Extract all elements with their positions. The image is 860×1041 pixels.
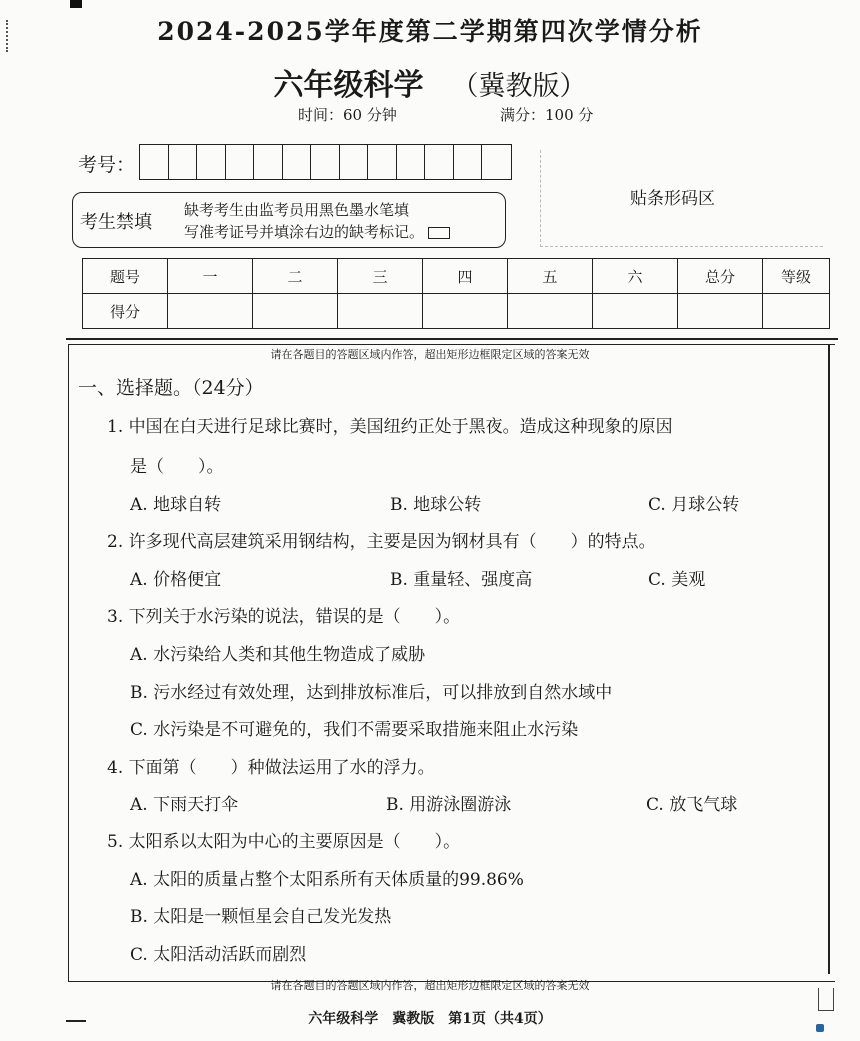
- exam-id-digit-box[interactable]: [368, 145, 397, 179]
- score-cell[interactable]: [168, 294, 253, 329]
- edition-label: （冀教版）: [451, 71, 587, 102]
- page-footer: 六年级科学 冀教版 第1页（共4页）: [308, 1011, 552, 1027]
- absent-note-line2-text: 写准考证号并填涂右边的缺考标记。: [184, 223, 425, 241]
- score-table-header: 总分: [678, 259, 763, 294]
- score-cell[interactable]: [593, 294, 678, 329]
- score-table-header: 等级: [763, 259, 830, 294]
- option: A. 下雨天打伞: [130, 795, 239, 815]
- option: C. 月球公转: [648, 495, 740, 515]
- option: B. 重量轻、强度高: [390, 570, 533, 590]
- score-cell[interactable]: [508, 294, 593, 329]
- absent-note-line1: 缺考考生由监考员用黑色墨水笔填: [184, 201, 410, 219]
- question-stem: 5. 太阳系以太阳为中心的主要原因是（ ）。: [107, 832, 461, 852]
- exam-id-digit-box[interactable]: [340, 145, 369, 179]
- question-stem: 3. 下列关于水污染的说法，错误的是（ ）。: [107, 607, 461, 627]
- score-cell[interactable]: [678, 294, 763, 329]
- exam-id-digit-box[interactable]: [283, 145, 312, 179]
- option: A. 地球自转: [130, 495, 222, 515]
- score-cell[interactable]: [423, 294, 508, 329]
- absent-label: 考生禁填: [80, 212, 152, 233]
- absent-note-line2: [184, 221, 450, 243]
- exam-id-digit-box[interactable]: [425, 145, 454, 179]
- answer-notice-top: 请在各题目的答题区域内作答，超出矩形边框限定区域的答案无效: [270, 348, 590, 361]
- answer-notice-bottom: 请在各题目的答题区域内作答，超出矩形边框限定区域的答案无效: [270, 979, 590, 992]
- exam-id-digit-box[interactable]: [197, 145, 226, 179]
- exam-id-digit-box[interactable]: [454, 145, 483, 179]
- answer-area-top-rule: [66, 338, 838, 340]
- score-table-score-row: [83, 294, 830, 329]
- option: C. 水污染是不可避免的，我们不需要采取措施来阻止水污染: [130, 720, 579, 740]
- subject-name: 六年级科学: [273, 68, 424, 103]
- option: A. 太阳的质量占整个太阳系所有天体质量的99.86%: [130, 870, 524, 890]
- absent-checkbox[interactable]: [428, 227, 450, 239]
- full-score: 满分：100 分: [500, 106, 594, 124]
- question-stem: 1. 中国在白天进行足球比赛时，美国纽约正处于黑夜。造成这种现象的原因: [107, 417, 673, 437]
- exam-id-digit-box[interactable]: [397, 145, 426, 179]
- option: C. 美观: [648, 570, 706, 590]
- score-table-header: 五: [508, 259, 593, 294]
- question-stem: 2. 许多现代高层建筑采用钢结构，主要是因为钢材具有（ ）的特点。: [107, 532, 656, 552]
- score-table-header: 四: [423, 259, 508, 294]
- barcode-label: 贴条形码区: [630, 189, 715, 209]
- question-stem-continued: 是（ ）。: [130, 457, 224, 477]
- option: A. 水污染给人类和其他生物造成了威胁: [130, 645, 426, 665]
- exam-id-boxes[interactable]: [139, 144, 512, 180]
- score-table-header: 一: [168, 259, 253, 294]
- score-table-header: 六: [593, 259, 678, 294]
- exam-title: 2024-2025学年度第二学期第四次学情分析: [157, 17, 703, 46]
- score-cell[interactable]: [763, 294, 830, 329]
- exam-id-digit-box[interactable]: [226, 145, 255, 179]
- question-stem: 4. 下面第（ ）种做法运用了水的浮力。: [107, 758, 435, 778]
- exam-id-digit-box[interactable]: [169, 145, 198, 179]
- exam-id-digit-box[interactable]: [311, 145, 340, 179]
- corner-mark: [818, 988, 834, 1011]
- answer-area-right-rule: [828, 344, 830, 974]
- section-title: 一、选择题。（24分）: [78, 377, 264, 399]
- option: B. 污水经过有效处理，达到排放标准后，可以排放到自然水域中: [130, 683, 613, 703]
- exam-id-digit-box[interactable]: [140, 145, 169, 179]
- option: A. 价格便宜: [130, 570, 222, 590]
- exam-id-label: 考号：: [78, 154, 136, 176]
- score-cell[interactable]: [338, 294, 423, 329]
- option: B. 地球公转: [390, 495, 482, 515]
- absent-note: [184, 199, 450, 243]
- score-table-header-row: [83, 259, 830, 294]
- option: C. 放飞气球: [646, 795, 738, 815]
- exam-id-digit-box[interactable]: [254, 145, 283, 179]
- corner-registration-mark: [70, 0, 82, 8]
- exam-subject: [0, 60, 860, 104]
- watermark-logo-icon: [816, 1024, 824, 1032]
- score-table-header: 二: [253, 259, 338, 294]
- option: B. 用游泳圈游泳: [386, 795, 512, 815]
- score-table: [82, 258, 830, 329]
- time-limit: 时间：60 分钟: [298, 106, 397, 124]
- option: C. 太阳活动活跃而剧烈: [130, 945, 307, 965]
- score-row-label: 得分: [83, 294, 168, 329]
- score-table-header: 三: [338, 259, 423, 294]
- score-cell[interactable]: [253, 294, 338, 329]
- exam-id-digit-box[interactable]: [482, 145, 511, 179]
- score-table-header: 题号: [83, 259, 168, 294]
- option: B. 太阳是一颗恒星会自己发光发热: [130, 907, 392, 927]
